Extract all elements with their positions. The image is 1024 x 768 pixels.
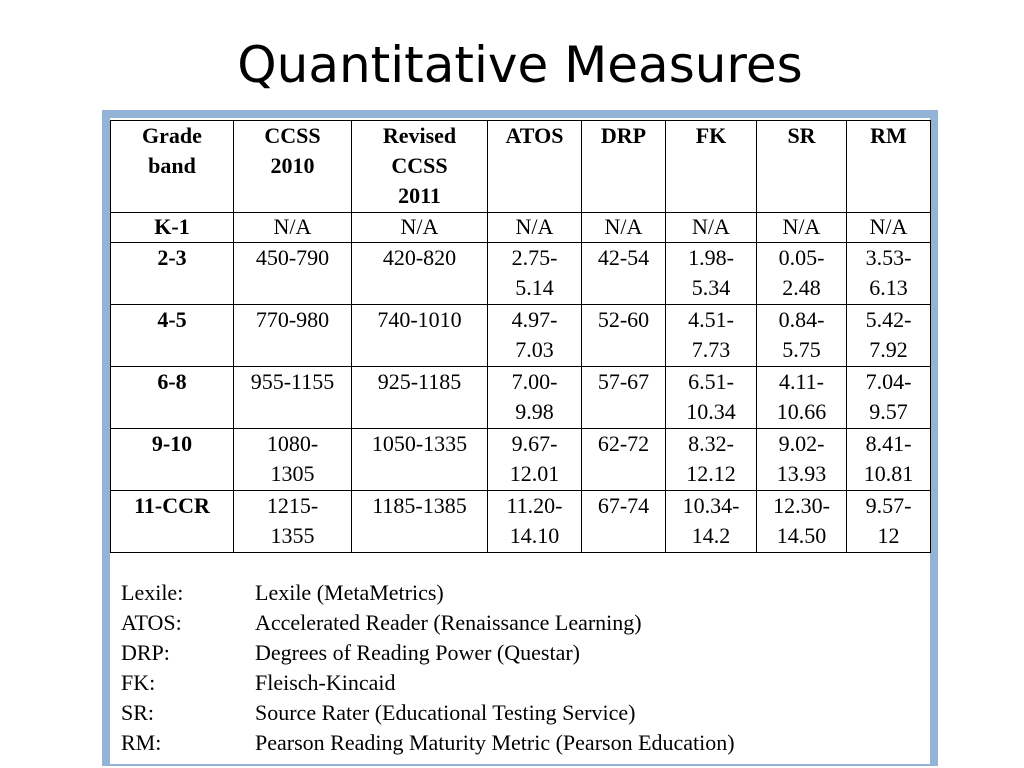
rm-cell: 3.53- 6.13 <box>847 243 931 305</box>
header-atos: ATOS <box>488 121 582 213</box>
revised-ccss-2011-cell: 740-1010 <box>352 305 488 367</box>
atos-cell: 2.75- 5.14 <box>488 243 582 305</box>
fk-cell: 1.98- 5.34 <box>666 243 757 305</box>
drp-cell: 57-67 <box>582 367 666 429</box>
table-row <box>111 305 931 367</box>
drp-cell: N/A <box>582 213 666 243</box>
atos-cell: N/A <box>488 213 582 243</box>
revised-ccss-2011-cell: N/A <box>352 213 488 243</box>
atos-cell: 9.67- 12.01 <box>488 429 582 491</box>
rm-cell: 8.41- 10.81 <box>847 429 931 491</box>
sr-cell: 4.11- 10.66 <box>757 367 847 429</box>
measures-table <box>110 120 931 553</box>
legend-abbr: ATOS: <box>121 610 182 635</box>
fk-cell: 6.51- 10.34 <box>666 367 757 429</box>
grade-band-cell: 2-3 <box>111 243 234 305</box>
drp-cell: 62-72 <box>582 429 666 491</box>
ccss-2010-cell: 955-1155 <box>234 367 352 429</box>
header-fk: FK <box>666 121 757 213</box>
grade-band-cell: 6-8 <box>111 367 234 429</box>
rm-cell: N/A <box>847 213 931 243</box>
legend-definition: Accelerated Reader (Renaissance Learning) <box>255 610 642 635</box>
drp-cell: 52-60 <box>582 305 666 367</box>
revised-ccss-2011-cell: 925-1185 <box>352 367 488 429</box>
legend-definition: Lexile (MetaMetrics) <box>255 580 444 605</box>
fk-cell: N/A <box>666 213 757 243</box>
sr-cell: 0.84- 5.75 <box>757 305 847 367</box>
legend-item <box>121 668 735 698</box>
header-row <box>111 121 931 213</box>
legend-definition: Source Rater (Educational Testing Service) <box>255 700 636 725</box>
fk-cell: 4.51- 7.73 <box>666 305 757 367</box>
sr-cell: 12.30- 14.50 <box>757 491 847 553</box>
table-row <box>111 213 931 243</box>
header-ccss-2010: CCSS 2010 <box>234 121 352 213</box>
revised-ccss-2011-cell: 1050-1335 <box>352 429 488 491</box>
legend-item <box>121 638 735 668</box>
fk-cell: 10.34- 14.2 <box>666 491 757 553</box>
legend <box>121 578 735 758</box>
slide-title: Quantitative Measures <box>237 36 803 94</box>
legend-abbr: SR: <box>121 700 155 725</box>
header-sr: SR <box>757 121 847 213</box>
ccss-2010-cell: 1080- 1305 <box>234 429 352 491</box>
legend-abbr: DRP: <box>121 640 170 665</box>
ccss-2010-cell: N/A <box>234 213 352 243</box>
revised-ccss-2011-cell: 1185-1385 <box>352 491 488 553</box>
legend-definition: Pearson Reading Maturity Metric (Pearson Education) <box>255 730 735 755</box>
legend-item <box>121 608 735 638</box>
header-drp: DRP <box>582 121 666 213</box>
table-row <box>111 367 931 429</box>
atos-cell: 7.00- 9.98 <box>488 367 582 429</box>
sr-cell: N/A <box>757 213 847 243</box>
drp-cell: 42-54 <box>582 243 666 305</box>
sr-cell: 9.02- 13.93 <box>757 429 847 491</box>
header-grade-band: Grade band <box>111 121 234 213</box>
drp-cell: 67-74 <box>582 491 666 553</box>
header-revised-ccss-2011: Revised CCSS 2011 <box>352 121 488 213</box>
ccss-2010-cell: 450-790 <box>234 243 352 305</box>
header-rm: RM <box>847 121 931 213</box>
ccss-2010-cell: 770-980 <box>234 305 352 367</box>
legend-definition: Fleisch-Kincaid <box>255 670 396 695</box>
ccss-2010-cell: 1215- 1355 <box>234 491 352 553</box>
grade-band-cell: 11-CCR <box>111 491 234 553</box>
grade-band-cell: 4-5 <box>111 305 234 367</box>
legend-abbr: Lexile: <box>121 580 184 605</box>
grade-band-cell: 9-10 <box>111 429 234 491</box>
revised-ccss-2011-cell: 420-820 <box>352 243 488 305</box>
table-row <box>111 243 931 305</box>
legend-definition: Degrees of Reading Power (Questar) <box>255 640 580 665</box>
legend-abbr: RM: <box>121 730 162 755</box>
legend-item <box>121 728 735 758</box>
legend-abbr: FK: <box>121 670 156 695</box>
table-row <box>111 491 931 553</box>
rm-cell: 9.57- 12 <box>847 491 931 553</box>
rm-cell: 7.04- 9.57 <box>847 367 931 429</box>
legend-item <box>121 578 735 608</box>
fk-cell: 8.32- 12.12 <box>666 429 757 491</box>
sr-cell: 0.05- 2.48 <box>757 243 847 305</box>
atos-cell: 11.20- 14.10 <box>488 491 582 553</box>
rm-cell: 5.42- 7.92 <box>847 305 931 367</box>
atos-cell: 4.97- 7.03 <box>488 305 582 367</box>
grade-band-cell: K-1 <box>111 213 234 243</box>
legend-item <box>121 698 735 728</box>
table-row <box>111 429 931 491</box>
